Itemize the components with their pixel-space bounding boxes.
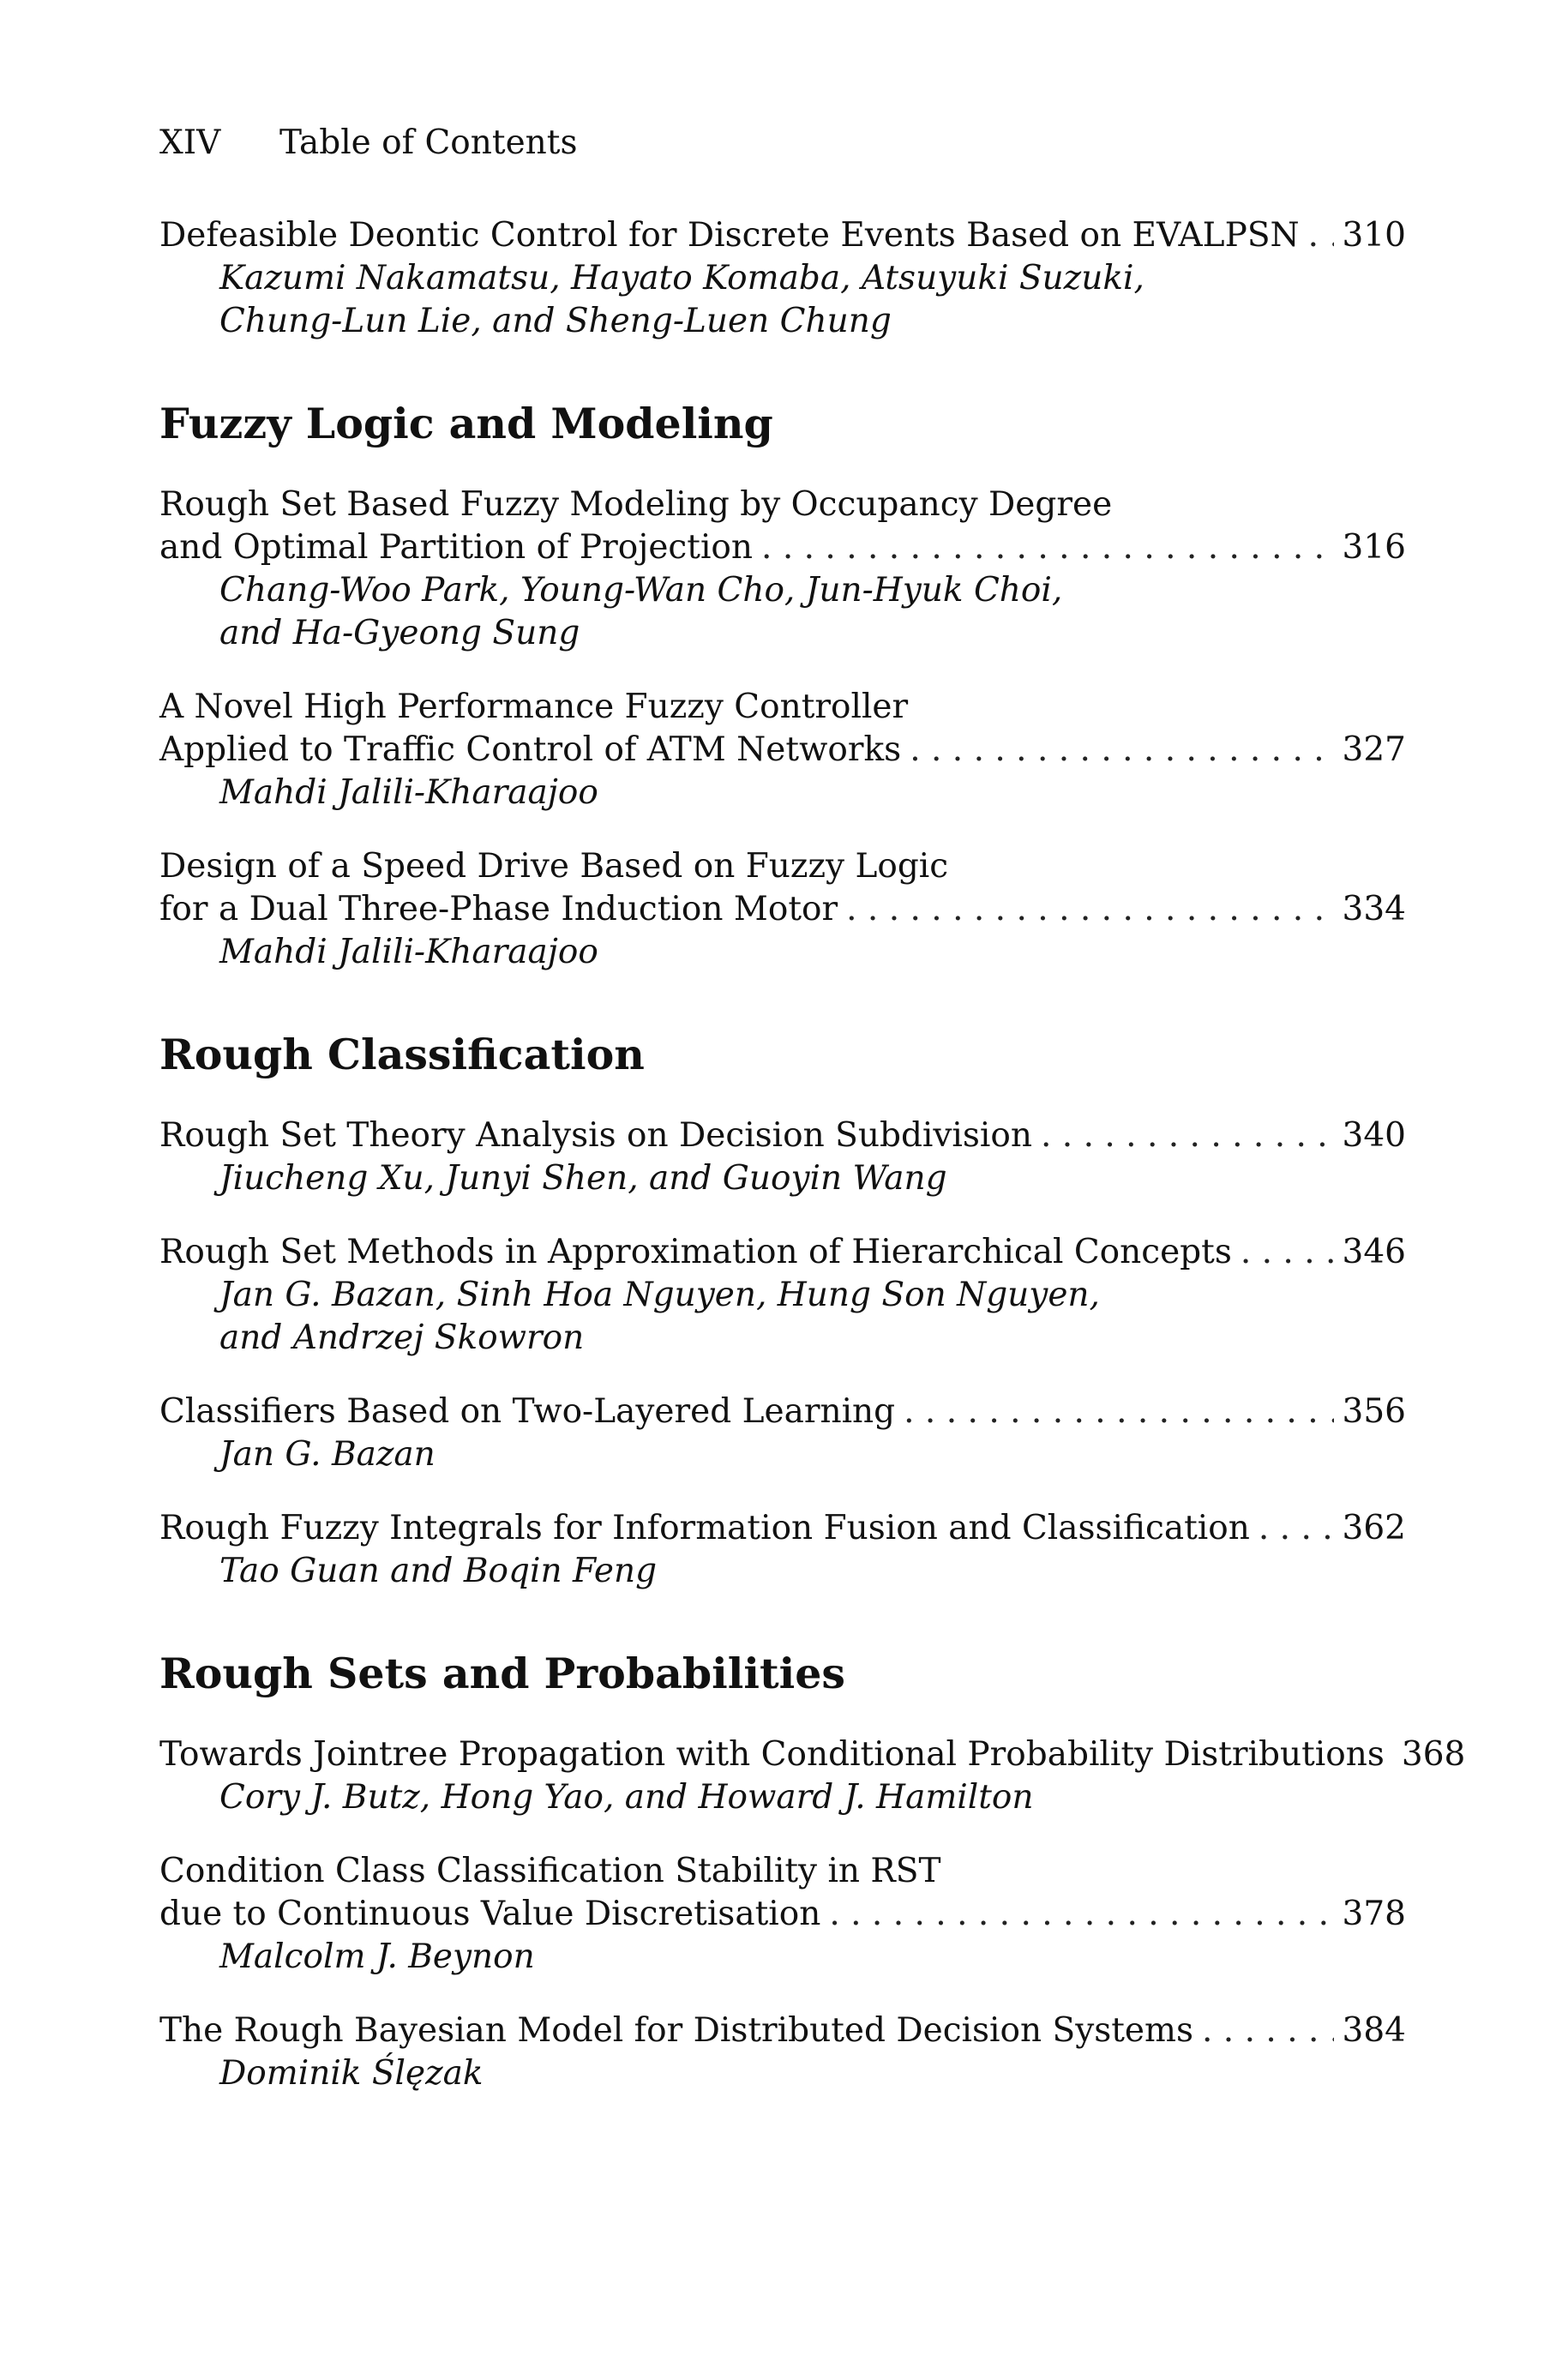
- entry-authors: Malcolm J. Beynon: [219, 1937, 535, 1976]
- dot-leader: [1259, 1507, 1334, 1550]
- entry-title-line: [159, 484, 1406, 526]
- entry-title-line: [159, 729, 1406, 772]
- entry-title: Design of a Speed Drive Based on Fuzzy Logic: [159, 847, 949, 886]
- dot-leader: [904, 1391, 1333, 1433]
- toc-entry: [159, 1733, 1466, 1819]
- entry-authors: Cory J. Butz, Hong Yao, and Howard J. Hamilton: [219, 1778, 1034, 1817]
- toc-entry: [159, 1507, 1406, 1593]
- entry-title-line: [159, 1893, 1406, 1936]
- entry-authors: Kazumi Nakamatsu, Hayato Komaba, Atsuyuki Suzuki,: [219, 259, 1144, 297]
- toc-entry: [159, 1391, 1406, 1476]
- entry-title-line: [159, 1507, 1406, 1550]
- page-number: 378: [1342, 1895, 1406, 1933]
- dot-leader: [761, 526, 1334, 569]
- entry-authors: Chang-Woo Park, Young-Wan Cho, Jun-Hyuk Choi,: [219, 571, 1063, 610]
- entry-title: due to Continuous Value Discretisation: [159, 1895, 821, 1933]
- entry-title: Towards Jointree Propagation with Conditional Probability Distributions: [159, 1735, 1385, 1774]
- page-number: 368: [1401, 1735, 1466, 1774]
- toc-content: [159, 214, 1466, 2126]
- page-number: 356: [1342, 1392, 1406, 1431]
- dot-leader: [1202, 2010, 1334, 2052]
- entry-title: and Optimal Partition of Projection: [159, 528, 754, 567]
- entry-title: Rough Set Theory Analysis on Decision Subdivision: [159, 1116, 1032, 1155]
- entry-title-line: [159, 888, 1406, 931]
- toc-entry: [159, 484, 1406, 655]
- dot-leader: [1041, 1114, 1334, 1157]
- entry-title-line: [159, 1114, 1406, 1157]
- dot-leader: [910, 729, 1333, 772]
- entry-authors: Chung-Lun Lie, and Sheng-Luen Chung: [219, 302, 892, 340]
- entry-title: A Novel High Performance Fuzzy Controller: [159, 688, 909, 726]
- dot-leader: [829, 1893, 1333, 1936]
- entry-title-line: [159, 686, 1406, 729]
- entry-authors: Tao Guan and Boqin Feng: [219, 1552, 658, 1590]
- entry-authors: Jiucheng Xu, Junyi Shen, and Guoyin Wang: [219, 1159, 947, 1198]
- dot-leader: [1308, 214, 1334, 257]
- running-head: [159, 122, 577, 165]
- entry-title-line: [159, 1391, 1406, 1433]
- toc-entry: [159, 1231, 1406, 1360]
- toc-entry: [159, 686, 1406, 814]
- entry-authors: Jan G. Bazan: [219, 1435, 436, 1474]
- entry-title: Classifiers Based on Two-Layered Learning: [159, 1392, 896, 1431]
- section-heading: Fuzzy Logic and Modeling: [159, 399, 773, 448]
- entry-authors: and Andrzej Skowron: [219, 1319, 585, 1357]
- entry-title: Condition Class Classification Stability in RST: [159, 1852, 941, 1890]
- page-number: 346: [1342, 1233, 1406, 1271]
- entry-title-line: [159, 1850, 1406, 1893]
- entry-title: Applied to Traffic Control of ATM Networks: [159, 730, 902, 769]
- page-number: 327: [1342, 730, 1406, 769]
- entry-title-line: [159, 2010, 1406, 2052]
- page-number: 340: [1342, 1116, 1406, 1155]
- page-number: 362: [1342, 1509, 1406, 1547]
- section-heading: Rough Sets and Probabilities: [159, 1649, 845, 1698]
- entry-title-line: [159, 214, 1406, 257]
- running-title: Table of Contents: [279, 123, 578, 162]
- entry-title: Rough Set Based Fuzzy Modeling by Occupancy Degree: [159, 485, 1113, 524]
- toc-entry: [159, 1114, 1406, 1200]
- page-number: 316: [1342, 528, 1406, 567]
- entry-authors: Mahdi Jalili-Kharaajoo: [219, 773, 598, 812]
- toc-entry: [159, 1850, 1406, 1979]
- entry-authors: and Ha-Gyeong Sung: [219, 614, 580, 652]
- entry-authors: Dominik Ślęzak: [219, 2054, 484, 2093]
- dot-leader: [1241, 1231, 1334, 1274]
- entry-title-line: [159, 1733, 1466, 1776]
- entry-title: The Rough Bayesian Model for Distributed Decision Systems: [159, 2011, 1194, 2050]
- toc-entry: [159, 2010, 1406, 2095]
- entry-authors: Jan G. Bazan, Sinh Hoa Nguyen, Hung Son Nguyen,: [219, 1276, 1100, 1314]
- entry-title: Defeasible Deontic Control for Discrete Events Based on EVALPSN: [159, 216, 1300, 255]
- entry-title-line: [159, 526, 1406, 569]
- page-number: 310: [1342, 216, 1406, 255]
- entry-title: Rough Set Methods in Approximation of Hierarchical Concepts: [159, 1233, 1232, 1271]
- toc-entry: [159, 845, 1406, 974]
- page-number: 334: [1342, 890, 1406, 928]
- dot-leader: [846, 888, 1333, 931]
- section-heading: Rough Classification: [159, 1030, 645, 1079]
- entry-title: Rough Fuzzy Integrals for Information Fusion and Classification: [159, 1509, 1250, 1547]
- entry-title: for a Dual Three-Phase Induction Motor: [159, 890, 838, 928]
- entry-title-line: [159, 1231, 1406, 1274]
- entry-title-line: [159, 845, 1406, 888]
- page-number: 384: [1342, 2011, 1406, 2050]
- toc-entry: [159, 214, 1406, 343]
- entry-authors: Mahdi Jalili-Kharaajoo: [219, 933, 598, 971]
- page-folio: XIV: [159, 123, 221, 162]
